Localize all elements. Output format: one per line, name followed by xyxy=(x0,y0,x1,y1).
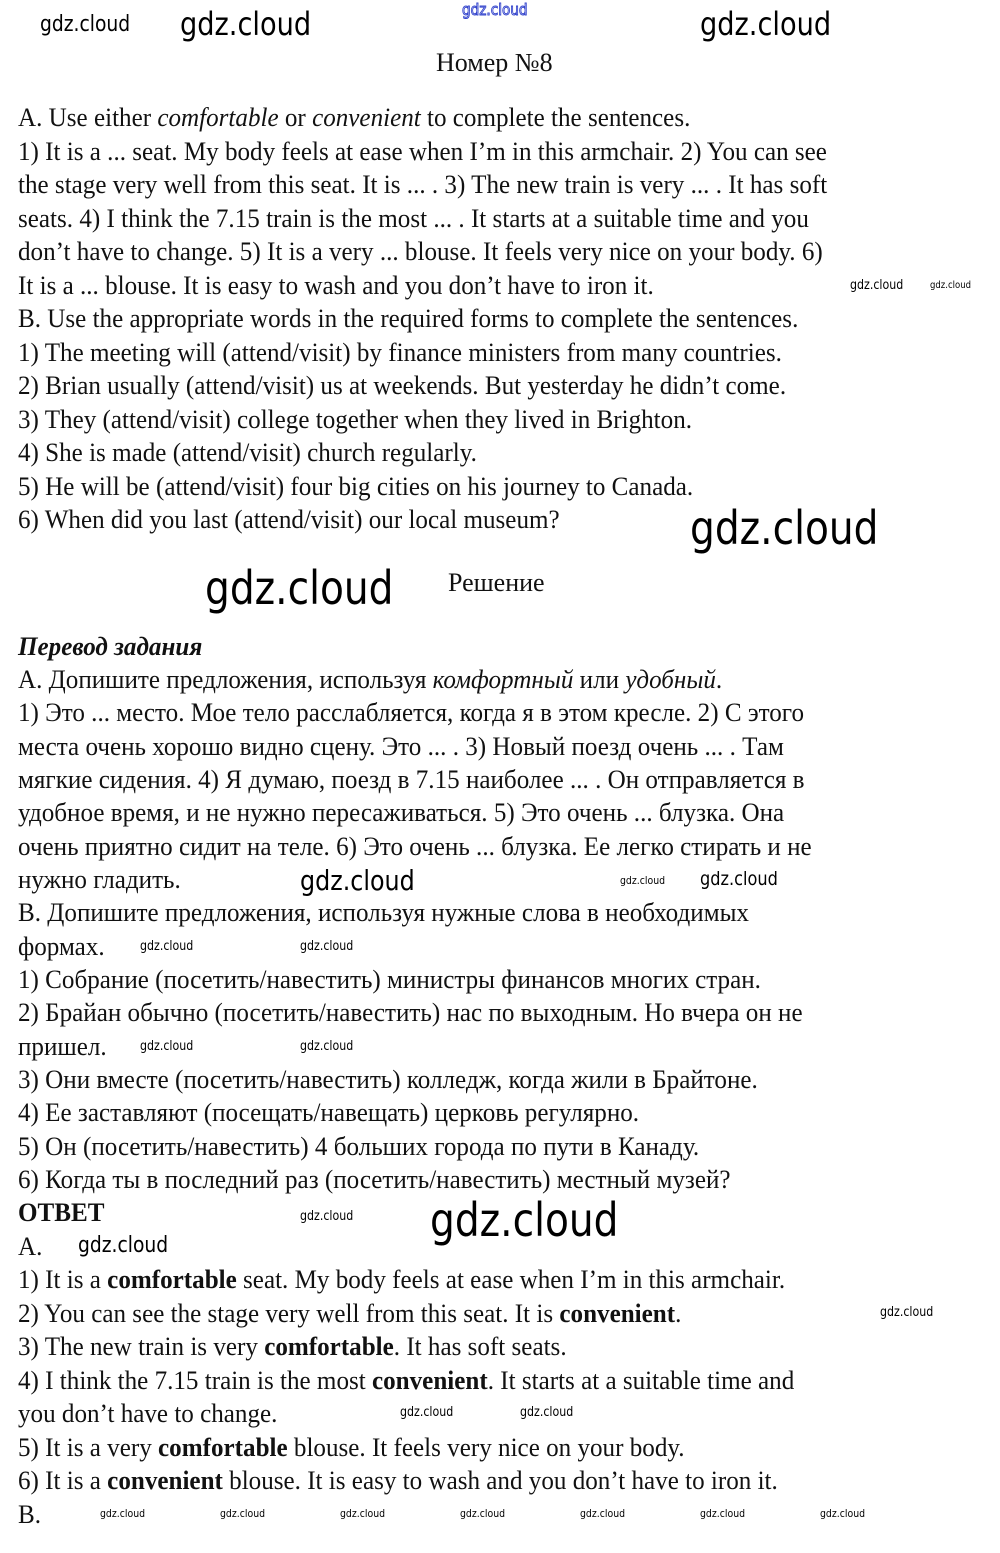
text-segment: blouse. It is easy to wash and you don’t have to iron it. xyxy=(222,1466,778,1495)
italic-text: удобный xyxy=(625,665,716,694)
text-segment: 2) You can see the stage very well from this seat. It is xyxy=(18,1299,560,1328)
watermark: gdz.cloud xyxy=(930,280,971,291)
text-line xyxy=(18,503,560,537)
bold-text: convenient xyxy=(372,1366,488,1395)
text-line xyxy=(18,269,654,303)
bold-text: Перевод задания xyxy=(18,632,203,661)
text-segment: you don’t have to change. xyxy=(18,1399,278,1428)
text-segment: очень приятно сидит на теле. 6) Это очень ... блузка. Ее легко стирать и не xyxy=(18,832,812,861)
text-line xyxy=(18,1230,42,1264)
text-segment: нужно гладить. xyxy=(18,865,181,894)
text-line xyxy=(18,235,823,269)
text-line xyxy=(18,1096,639,1130)
watermark: gdz.cloud xyxy=(700,1507,746,1520)
text-segment: 3) Они вместе (посетить/навестить) колледж, когда жили в Брайтоне. xyxy=(18,1065,758,1094)
text-segment: 2) Brian usually (attend/visit) us at weekends. But yesterday he didn’t come. xyxy=(18,371,787,400)
watermark: gdz.cloud xyxy=(220,1507,266,1520)
text-line xyxy=(18,1030,107,1064)
italic-text: комфортный xyxy=(432,665,574,694)
text-line xyxy=(18,202,809,236)
text-segment: B. xyxy=(18,1500,42,1529)
text-segment: 3) The new train is very xyxy=(18,1332,265,1361)
watermark: gdz.cloud xyxy=(180,5,312,43)
text-segment: удобное время, и не нужно пересаживаться. 5) Это очень ... блузка. Она xyxy=(18,798,785,827)
text-segment: В. Допишите предложения, используя нужные слова в необходимых xyxy=(18,898,749,927)
text-line xyxy=(18,630,202,664)
text-segment: 3) They (attend/visit) college together when they lived in Brighton. xyxy=(18,405,693,434)
text-segment: формах. xyxy=(18,932,105,961)
text-segment: . xyxy=(715,665,723,694)
page-title: Номер №8 xyxy=(436,48,553,77)
bold-text: convenient xyxy=(559,1299,676,1328)
watermark: gdz.cloud xyxy=(520,1405,574,1420)
text-segment: don’t have to change. 5) It is a very ... blouse. It feels very nice on your body. 6) xyxy=(18,237,823,266)
text-line xyxy=(18,369,786,403)
text-line xyxy=(18,963,761,997)
watermark: gdz.cloud xyxy=(690,501,879,555)
text-line xyxy=(18,470,693,504)
text-line xyxy=(18,1330,567,1364)
text-segment: the stage very well from this seat. It is ... . 3) The new train is very ... . It has soft xyxy=(18,170,828,199)
text-segment: 1) Это ... место. Мое тело расслабляется, когда я в этом кресле. 2) С этого xyxy=(18,698,805,727)
text-line xyxy=(18,101,690,135)
watermark: gdz.cloud xyxy=(300,864,415,897)
watermark: gdz.cloud xyxy=(430,1193,619,1247)
text-segment: seat. My body feels at ease when I’m in this armchair. xyxy=(236,1265,786,1294)
italic-text: convenient xyxy=(312,103,421,132)
text-segment: 4) She is made (attend/visit) church regularly. xyxy=(18,438,477,467)
text-segment: B. Use the appropriate words in the required forms to complete the sentences. xyxy=(18,304,799,333)
text-segment: мягкие сидения. 4) Я думаю, поезд в 7.15 наиболее ... . Он отправляется в xyxy=(18,765,805,794)
text-line xyxy=(18,336,782,370)
watermark: gdz.cloud xyxy=(580,1507,626,1520)
text-segment: A. xyxy=(18,1232,43,1261)
text-line xyxy=(18,863,181,897)
watermark: gdz.cloud xyxy=(300,1209,354,1224)
watermark: gdz.cloud xyxy=(140,939,194,954)
watermark: gdz.cloud xyxy=(400,1405,454,1420)
watermark: gdz.cloud xyxy=(78,1233,169,1258)
text-line xyxy=(18,403,692,437)
text-segment: 5) It is a very xyxy=(18,1433,159,1462)
bold-text: convenient xyxy=(107,1466,223,1495)
text-line xyxy=(18,1063,758,1097)
watermark: gdz.cloud xyxy=(300,1039,354,1054)
watermark: gdz.cloud xyxy=(880,1305,934,1320)
bold-text: comfortable xyxy=(264,1332,394,1361)
text-segment: or xyxy=(278,103,313,132)
text-segment: to complete the sentences. xyxy=(420,103,691,132)
text-segment: 4) Ее заставляют (посещать/навещать) церковь регулярно. xyxy=(18,1098,640,1127)
text-line xyxy=(18,168,827,202)
text-segment: . xyxy=(675,1299,682,1328)
watermark: gdz.cloud xyxy=(205,561,394,615)
bold-text: ОТВЕТ xyxy=(18,1198,105,1227)
text-segment: A. Use either xyxy=(18,103,158,132)
solution-heading: Решение xyxy=(448,568,545,597)
text-line xyxy=(18,830,812,864)
text-line xyxy=(18,696,804,730)
watermark: gdz.cloud xyxy=(300,939,354,954)
text-segment: 6) Когда ты в последний раз (посетить/навестить) местный музей? xyxy=(18,1165,731,1194)
watermark: gdz.cloud xyxy=(850,278,904,293)
text-line xyxy=(18,763,805,797)
text-line xyxy=(18,1431,685,1465)
text-line xyxy=(18,436,477,470)
watermark: gdz.cloud xyxy=(140,1039,194,1054)
text-segment: . It has soft seats. xyxy=(393,1332,567,1361)
text-line xyxy=(18,1498,41,1532)
text-line xyxy=(18,796,784,830)
text-line xyxy=(18,930,105,964)
watermark: gdz.cloud xyxy=(40,12,131,37)
text-segment: или xyxy=(573,665,626,694)
text-segment: seats. 4) I think the 7.15 train is the most ... . It starts at a suitable time and you xyxy=(18,204,809,233)
bold-text: comfortable xyxy=(107,1265,237,1294)
text-segment: пришел. xyxy=(18,1032,107,1061)
watermark: gdz.cloud xyxy=(820,1507,866,1520)
text-line xyxy=(18,896,749,930)
watermark: gdz.cloud xyxy=(700,868,778,890)
text-segment: blouse. It feels very nice on your body. xyxy=(287,1433,685,1462)
watermark: gdz.cloud xyxy=(340,1507,386,1520)
text-segment: 5) Он (посетить/навестить) 4 больших города по пути в Канаду. xyxy=(18,1132,700,1161)
text-segment: 4) I think the 7.15 train is the most xyxy=(18,1366,373,1395)
italic-text: comfortable xyxy=(157,103,279,132)
text-segment: А. Допишите предложения, используя xyxy=(18,665,433,694)
text-line xyxy=(18,996,803,1030)
text-line xyxy=(18,1130,699,1164)
text-line xyxy=(18,302,798,336)
text-line xyxy=(18,135,827,169)
text-line xyxy=(18,1464,778,1498)
text-segment: 1) The meeting will (attend/visit) by finance ministers from many countries. xyxy=(18,338,782,367)
watermark: gdz.cloud xyxy=(462,0,528,19)
text-segment: 6) When did you last (attend/visit) our local museum? xyxy=(18,505,560,534)
text-line xyxy=(18,1364,794,1398)
text-line xyxy=(18,1397,277,1431)
text-segment: 6) It is a xyxy=(18,1466,108,1495)
bold-text: comfortable xyxy=(158,1433,288,1462)
text-line xyxy=(18,663,722,697)
text-segment: 1) It is a ... seat. My body feels at ease when I’m in this armchair. 2) You can see xyxy=(18,137,827,166)
text-segment: 1) It is a xyxy=(18,1265,108,1294)
watermark: gdz.cloud xyxy=(100,1507,146,1520)
text-segment: 2) Брайан обычно (посетить/навестить) нас по выходным. Но вчера он не xyxy=(18,998,803,1027)
watermark: gdz.cloud xyxy=(460,1507,506,1520)
text-segment: 1) Собрание (посетить/навестить) министры финансов многих стран. xyxy=(18,965,761,994)
text-line xyxy=(18,1163,731,1197)
text-line xyxy=(18,730,784,764)
text-segment: 5) He will be (attend/visit) four big cities on his journey to Canada. xyxy=(18,472,694,501)
watermark: gdz.cloud xyxy=(700,5,832,43)
watermark: gdz.cloud xyxy=(620,874,666,887)
text-line xyxy=(18,1196,104,1230)
text-line xyxy=(18,1263,785,1297)
text-line xyxy=(18,1297,681,1331)
text-segment: . It starts at a suitable time and xyxy=(487,1366,795,1395)
text-segment: места очень хорошо видно сцену. Это ... . 3) Новый поезд очень ... . Там xyxy=(18,732,784,761)
text-segment: It is a ... blouse. It is easy to wash and you don’t have to iron it. xyxy=(18,271,654,300)
